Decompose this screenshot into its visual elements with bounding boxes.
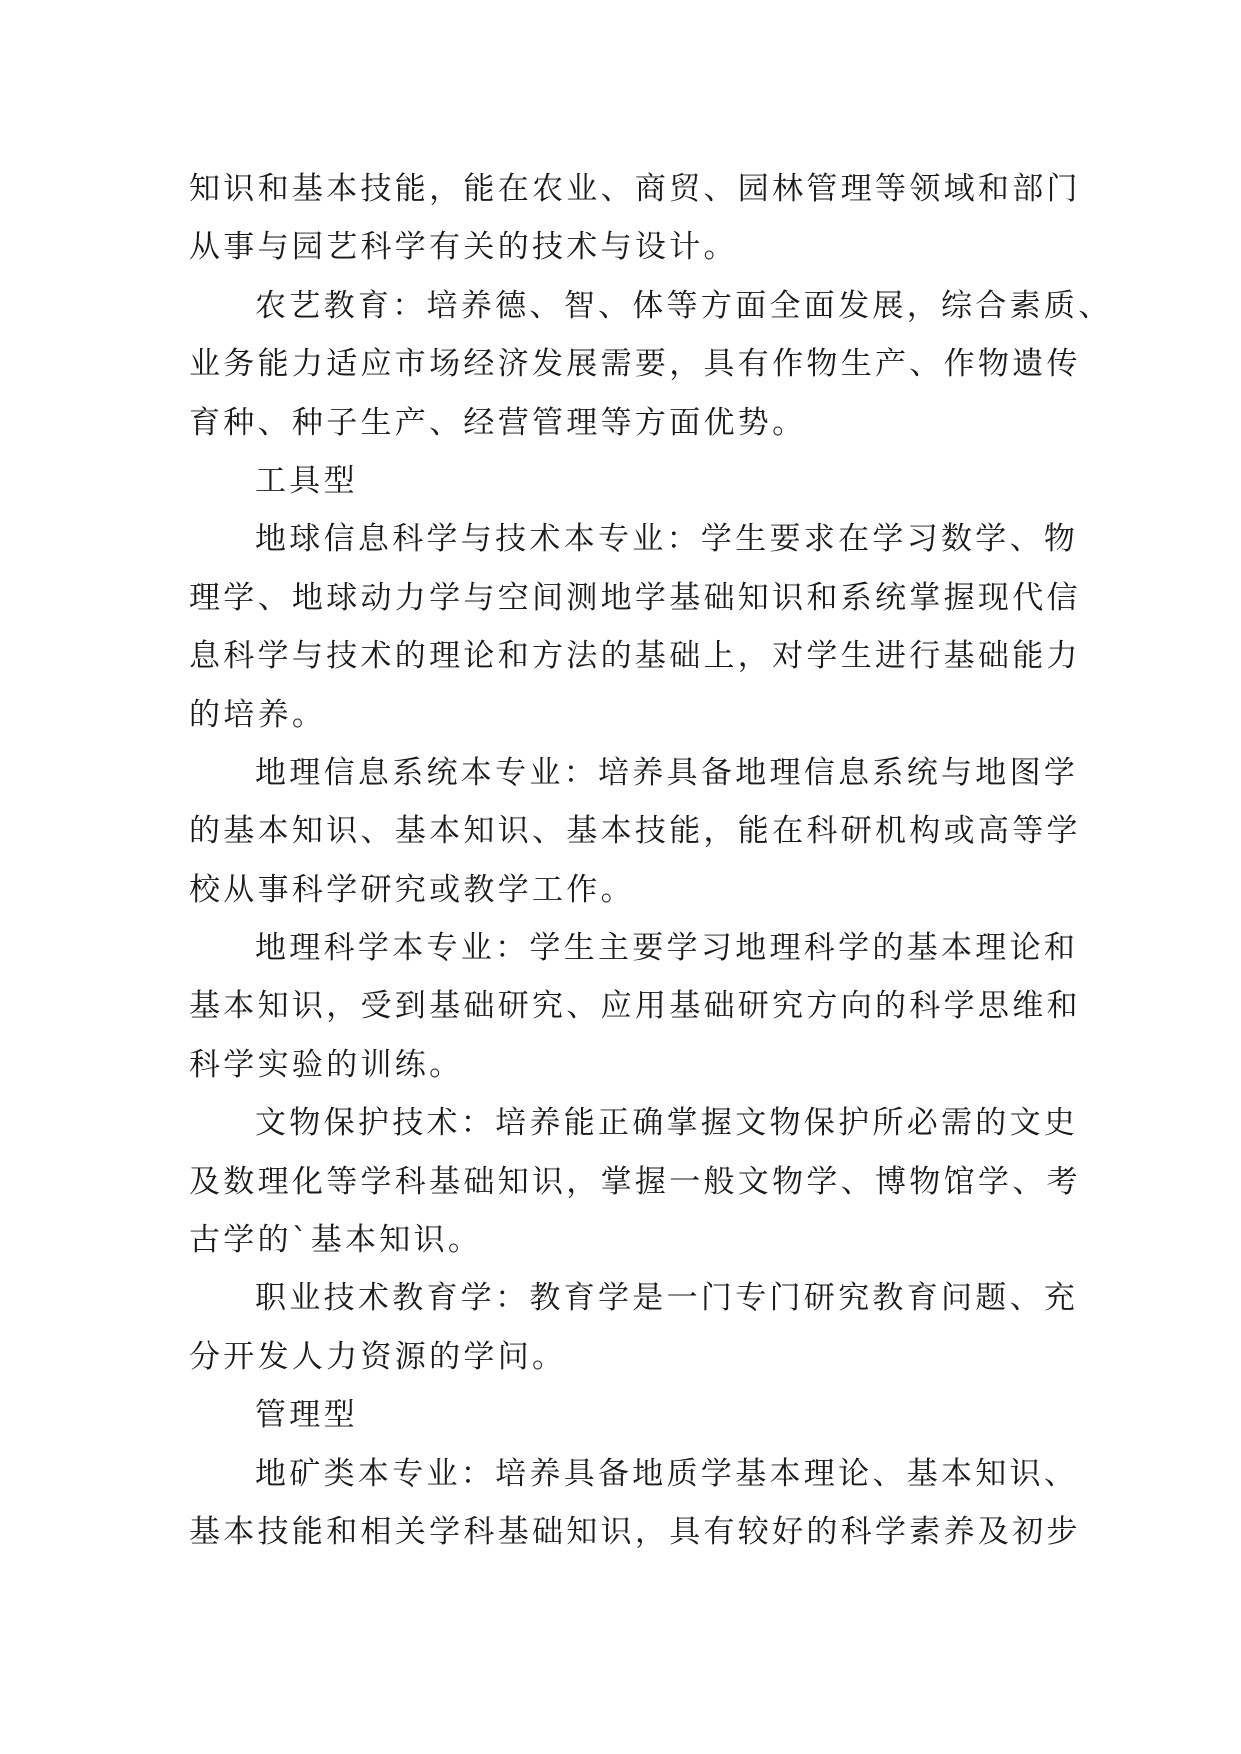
- text-line: 基本知识，受到基础研究、应用基础研究方向的科学思维和: [189, 988, 1081, 1025]
- text-line: 的基本知识、基本知识、基本技能，能在科研机构或高等学: [189, 813, 1081, 850]
- text-line: 分开发人力资源的学问。: [189, 1338, 567, 1375]
- text-line: 地球信息科学与技术本专业：学生要求在学习数学、物: [255, 521, 1079, 558]
- text-line: 息科学与技术的理论和方法的基础上，对学生进行基础能力: [189, 638, 1081, 675]
- text-line: 农艺教育：培养德、智、体等方面全面发展，综合素质、: [255, 287, 1113, 324]
- text-line: 育种、种子生产、经营管理等方面优势。: [189, 404, 807, 441]
- text-line: 校从事科学研究或教学工作。: [189, 871, 635, 908]
- text-line: 科学实验的训练。: [189, 1046, 464, 1083]
- body-text: [189, 160, 1113, 1561]
- text-line: 基本技能和相关学科基础知识，具有较好的科学素养及初步: [189, 1513, 1081, 1550]
- text-line: 的培养。: [189, 696, 327, 733]
- text-line: 管理型: [255, 1397, 358, 1434]
- text-line: 地理信息系统本专业：培养具备地理信息系统与地图学: [255, 754, 1079, 791]
- text-line: 知识和基本技能，能在农业、商贸、园林管理等领域和部门: [189, 171, 1081, 207]
- text-line: 职业技术教育学：教育学是一门专门研究教育问题、充: [255, 1280, 1079, 1317]
- text-line: 地矿类本专业：培养具备地质学基本理论、基本知识、: [255, 1455, 1079, 1492]
- text-line: 文物保护技术：培养能正确掌握文物保护所必需的文史: [255, 1105, 1079, 1142]
- text-line: 理学、地球动力学与空间测地学基础知识和系统掌握现代信: [189, 579, 1081, 616]
- text-line: 业务能力适应市场经济发展需要，具有作物生产、作物遗传: [189, 346, 1081, 383]
- text-line: 从事与园艺科学有关的技术与设计。: [189, 229, 738, 266]
- text-line: 古学的`基本知识。: [189, 1222, 483, 1259]
- text-line: 地理科学本专业：学生主要学习地理科学的基本理论和: [255, 930, 1079, 967]
- text-line: 及数理化等学科基础知识，掌握一般文物学、博物馆学、考: [189, 1163, 1081, 1200]
- text-line: 工具型: [255, 462, 358, 499]
